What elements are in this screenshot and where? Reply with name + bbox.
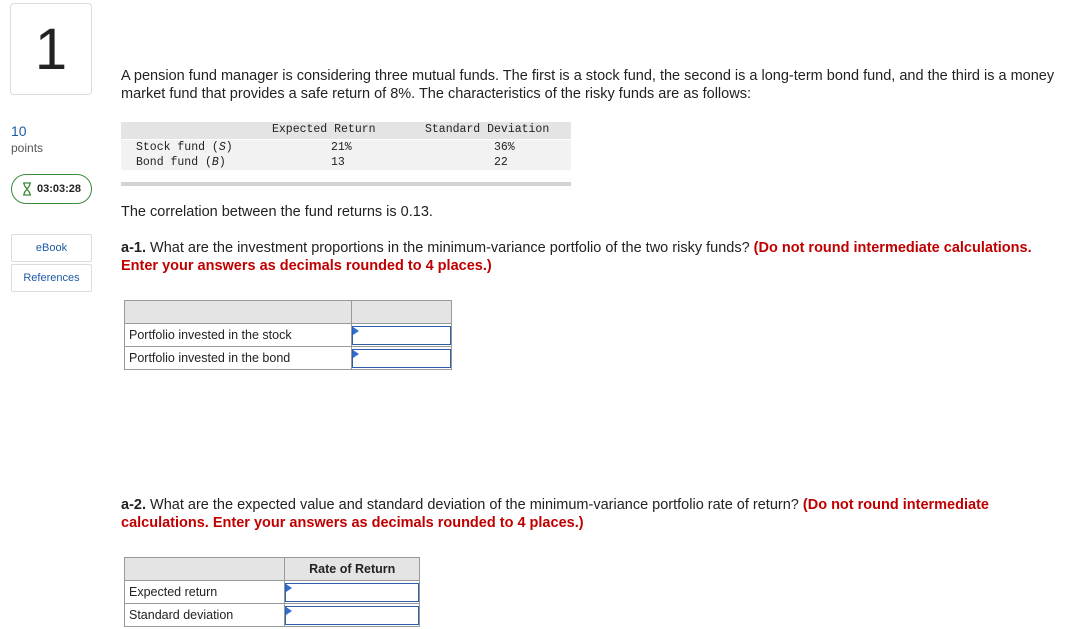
fund-name [136,156,226,169]
fund-table-header [121,122,571,140]
fund-row-stock [121,140,571,155]
table-row [125,324,452,347]
standard-deviation-input[interactable] [285,606,419,625]
timer-value: 03:03:28 [36,183,82,195]
col-expected-return: Expected Return [272,123,376,136]
input-marker-icon [353,350,359,358]
question-intro: A pension fund manager is considering three mutual funds. The first is a stock fund, the second is a long-term bond fund, and the third is a money market fund that provides a safe return of 8%. The characteristics of the risky funds are as follows: [121,68,1055,102]
fund-std: 22 [494,156,508,169]
fund-expected: 13 [331,156,345,169]
hourglass-icon [22,182,32,196]
a2-input-cell [285,604,420,627]
a1-text: What are the investment proportions in the minimum-variance portfolio of the two risky funds? [146,240,754,256]
a1-header-blank [352,301,452,324]
references-button[interactable]: References [11,264,92,292]
fund-row-bond [121,155,571,170]
fund-name-close: ) [225,141,233,154]
fund-name-text: Bond fund ( [136,156,212,169]
a2-text: What are the expected value and standard deviation of the minimum-variance portfolio rate of return? [146,497,803,513]
col-standard-deviation: Standard Deviation [425,123,550,136]
question-number: 1 [10,3,92,95]
a1-input-cell [352,347,452,370]
points-value: 10 [11,123,27,139]
fund-symbol: B [211,156,219,169]
a1-label: a-1. [121,240,146,256]
fund-std: 36% [494,141,515,154]
fund-expected: 21% [331,141,352,154]
timer-badge[interactable] [11,174,92,204]
a2-instruction: (Do not round intermediate calculations. Enter your answers as decimals rounded to 4 places.) [121,497,989,531]
points-label: points [11,141,44,155]
question-a2 [121,496,1071,532]
a1-row-label: Portfolio invested in the stock [125,324,352,347]
a2-header-blank [125,558,285,581]
a1-answer-table [124,300,452,370]
stock-proportion-input[interactable] [352,326,451,345]
question-a1 [121,239,1071,275]
a2-input-cell [285,581,420,604]
table-bottom-bar [121,182,571,186]
expected-return-input[interactable] [285,583,419,602]
fund-characteristics-table [121,122,571,186]
ebook-button[interactable]: eBook [11,234,92,262]
fund-name-close: ) [218,156,226,169]
a1-input-cell [352,324,452,347]
table-row [125,581,420,604]
table-row [125,347,452,370]
a1-row-label: Portfolio invested in the bond [125,347,352,370]
a2-answer-table [124,557,420,627]
a2-column-header: Rate of Return [285,558,420,581]
fund-name [136,141,233,154]
a1-instruction: (Do not round intermediate calculations. Enter your answers as decimals rounded to 4 places.) [121,240,1032,274]
a2-row-label: Expected return [125,581,285,604]
fund-symbol: S [218,141,226,154]
input-marker-icon [286,607,292,615]
fund-name-text: Stock fund ( [136,141,219,154]
a2-label: a-2. [121,497,146,513]
correlation-text: The correlation between the fund returns is 0.13. [121,204,433,220]
bond-proportion-input[interactable] [352,349,451,368]
a1-header-blank [125,301,352,324]
table-row [125,604,420,627]
input-marker-icon [286,584,292,592]
input-marker-icon [353,327,359,335]
a2-row-label: Standard deviation [125,604,285,627]
